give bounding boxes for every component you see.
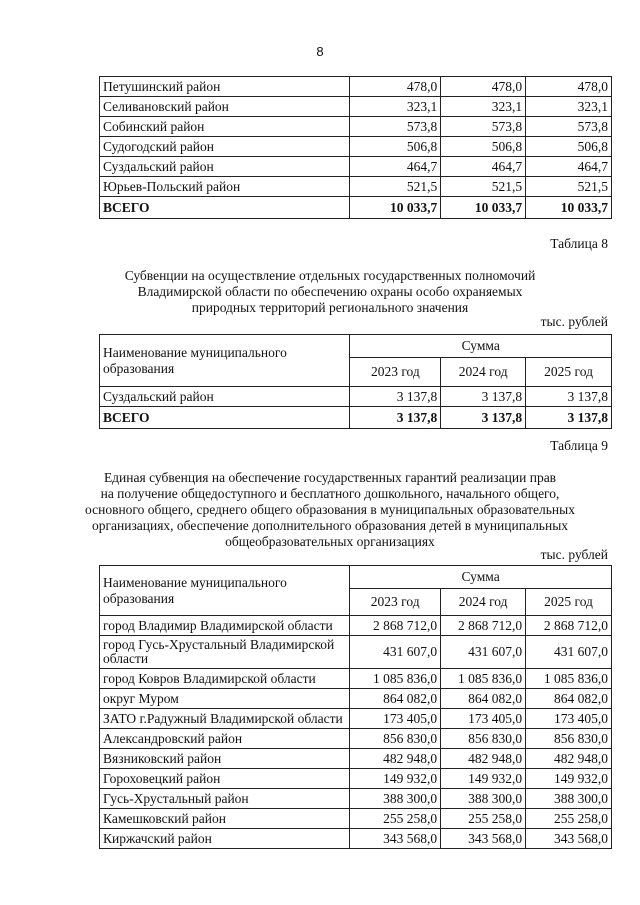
table-row	[100, 387, 612, 407]
value-2024: 1 085 836,0	[441, 669, 526, 689]
title-line: Субвенции на осуществление отдельных государственных полномочий	[124, 268, 536, 283]
row-name: Вязниковский район	[100, 749, 350, 769]
value-2023: 482 948,0	[350, 749, 441, 769]
continued-table	[99, 76, 612, 219]
value-2024: 864 082,0	[441, 689, 526, 709]
total-label: ВСЕГО	[100, 407, 350, 429]
value-2023: 2 868 712,0	[350, 616, 441, 636]
value-2023: 255 258,0	[350, 809, 441, 829]
row-name: Киржачский район	[100, 829, 350, 849]
title-line: Владимирской области по обеспечению охраны особо охраняемых	[137, 284, 523, 299]
value-2023: 343 568,0	[350, 829, 441, 849]
row-name: Гороховецкий район	[100, 769, 350, 789]
value-2025: 431 607,0	[526, 636, 612, 669]
value-2025: 864 082,0	[526, 689, 612, 709]
value-2025: 255 258,0	[526, 809, 612, 829]
value-2025: 464,7	[526, 157, 612, 177]
value-2024: 521,5	[441, 177, 526, 197]
table-row	[100, 809, 612, 829]
table9	[99, 565, 612, 849]
total-row	[100, 197, 612, 219]
row-name: округ Муром	[100, 689, 350, 709]
title-line: природных территорий регионального значения	[191, 300, 469, 315]
title-line: общеобразовательных организациях	[225, 534, 435, 549]
table8-title	[80, 268, 580, 316]
value-2024: 388 300,0	[441, 789, 526, 809]
total-2025: 3 137,8	[526, 407, 612, 429]
table-row	[100, 709, 612, 729]
value-2023: 173 405,0	[350, 709, 441, 729]
row-name: Гусь-Хрустальный район	[100, 789, 350, 809]
value-2024: 3 137,8	[441, 387, 526, 407]
value-2025: 149 932,0	[526, 769, 612, 789]
value-2025: 856 830,0	[526, 729, 612, 749]
total-2024: 3 137,8	[441, 407, 526, 429]
value-2025: 388 300,0	[526, 789, 612, 809]
table8-label: Таблица 8	[550, 236, 608, 251]
table-row	[100, 636, 612, 669]
row-name: город Гусь-Хрустальный Владимирской области	[100, 636, 350, 669]
value-2025: 1 085 836,0	[526, 669, 612, 689]
total-label: ВСЕГО	[100, 197, 350, 219]
value-2024: 431 607,0	[441, 636, 526, 669]
row-name: ЗАТО г.Радужный Владимирской области	[100, 709, 350, 729]
value-2024: 323,1	[441, 97, 526, 117]
total-2023: 3 137,8	[350, 407, 441, 429]
table-row	[100, 616, 612, 636]
value-2024: 343 568,0	[441, 829, 526, 849]
value-2023: 506,8	[350, 137, 441, 157]
row-name: Александровский район	[100, 729, 350, 749]
table-row	[100, 77, 612, 97]
table-row	[100, 749, 612, 769]
table-row	[100, 157, 612, 177]
table-row	[100, 729, 612, 749]
table-row	[100, 97, 612, 117]
total-2025: 10 033,7	[526, 197, 612, 219]
row-name: Камешковский район	[100, 809, 350, 829]
row-name: Судогодский район	[100, 137, 350, 157]
title-line: Единая субвенция на обеспечение государственных гарантий реализации прав	[103, 470, 557, 485]
total-2023: 10 033,7	[350, 197, 441, 219]
value-2024: 573,8	[441, 117, 526, 137]
value-2024: 464,7	[441, 157, 526, 177]
header-2023: 2023 год	[350, 589, 441, 616]
value-2023: 431 607,0	[350, 636, 441, 669]
value-2025: 343 568,0	[526, 829, 612, 849]
value-2023: 573,8	[350, 117, 441, 137]
title-line: на получение общедоступного и бесплатного дошкольного, начального общего,	[100, 486, 560, 501]
row-name: Юрьев-Польский район	[100, 177, 350, 197]
value-2025: 478,0	[526, 77, 612, 97]
table-row	[100, 137, 612, 157]
value-2023: 3 137,8	[350, 387, 441, 407]
value-2024: 173 405,0	[441, 709, 526, 729]
value-2023: 864 082,0	[350, 689, 441, 709]
header-name: Наименование муниципального образования	[100, 566, 350, 616]
value-2024: 149 932,0	[441, 769, 526, 789]
table-row	[100, 769, 612, 789]
title-line: организациях, обеспечение дополнительного образования детей в муниципальных	[91, 518, 569, 533]
value-2025: 482 948,0	[526, 749, 612, 769]
value-2025: 173 405,0	[526, 709, 612, 729]
value-2023: 521,5	[350, 177, 441, 197]
value-2025: 573,8	[526, 117, 612, 137]
value-2023: 149 932,0	[350, 769, 441, 789]
table9-units: тыс. рублей	[540, 547, 608, 562]
table8	[99, 334, 612, 429]
title-line: основного общего, среднего общего образования в муниципальных образовательных	[85, 502, 575, 517]
table-row	[100, 689, 612, 709]
table-row	[100, 177, 612, 197]
header-name: Наименование муниципального образования	[100, 335, 350, 387]
value-2023: 856 830,0	[350, 729, 441, 749]
value-2024: 482 948,0	[441, 749, 526, 769]
value-2023: 464,7	[350, 157, 441, 177]
total-2024: 10 033,7	[441, 197, 526, 219]
row-name: Петушинский район	[100, 77, 350, 97]
page-number: 8	[316, 44, 324, 59]
value-2025: 521,5	[526, 177, 612, 197]
table9-title	[80, 470, 580, 550]
total-row	[100, 407, 612, 429]
value-2024: 2 868 712,0	[441, 616, 526, 636]
table-row	[100, 669, 612, 689]
table9-label: Таблица 9	[550, 438, 608, 453]
value-2025: 2 868 712,0	[526, 616, 612, 636]
header-2024: 2024 год	[441, 589, 526, 616]
header-2025: 2025 год	[526, 358, 612, 387]
row-name: Суздальский район	[100, 387, 350, 407]
value-2023: 388 300,0	[350, 789, 441, 809]
value-2025: 3 137,8	[526, 387, 612, 407]
row-name: город Ковров Владимирской области	[100, 669, 350, 689]
value-2025: 323,1	[526, 97, 612, 117]
table8-units: тыс. рублей	[540, 314, 608, 329]
value-2023: 1 085 836,0	[350, 669, 441, 689]
header-2023: 2023 год	[350, 358, 441, 387]
value-2023: 478,0	[350, 77, 441, 97]
row-name: город Владимир Владимирской области	[100, 616, 350, 636]
value-2024: 255 258,0	[441, 809, 526, 829]
header-sum: Сумма	[350, 566, 612, 589]
table-row	[100, 789, 612, 809]
header-sum: Сумма	[350, 335, 612, 358]
header-2024: 2024 год	[441, 358, 526, 387]
table-row	[100, 117, 612, 137]
header-2025: 2025 год	[526, 589, 612, 616]
value-2025: 506,8	[526, 137, 612, 157]
value-2024: 478,0	[441, 77, 526, 97]
row-name: Собинский район	[100, 117, 350, 137]
row-name: Суздальский район	[100, 157, 350, 177]
value-2023: 323,1	[350, 97, 441, 117]
table-row	[100, 829, 612, 849]
value-2024: 506,8	[441, 137, 526, 157]
row-name: Селивановский район	[100, 97, 350, 117]
value-2024: 856 830,0	[441, 729, 526, 749]
